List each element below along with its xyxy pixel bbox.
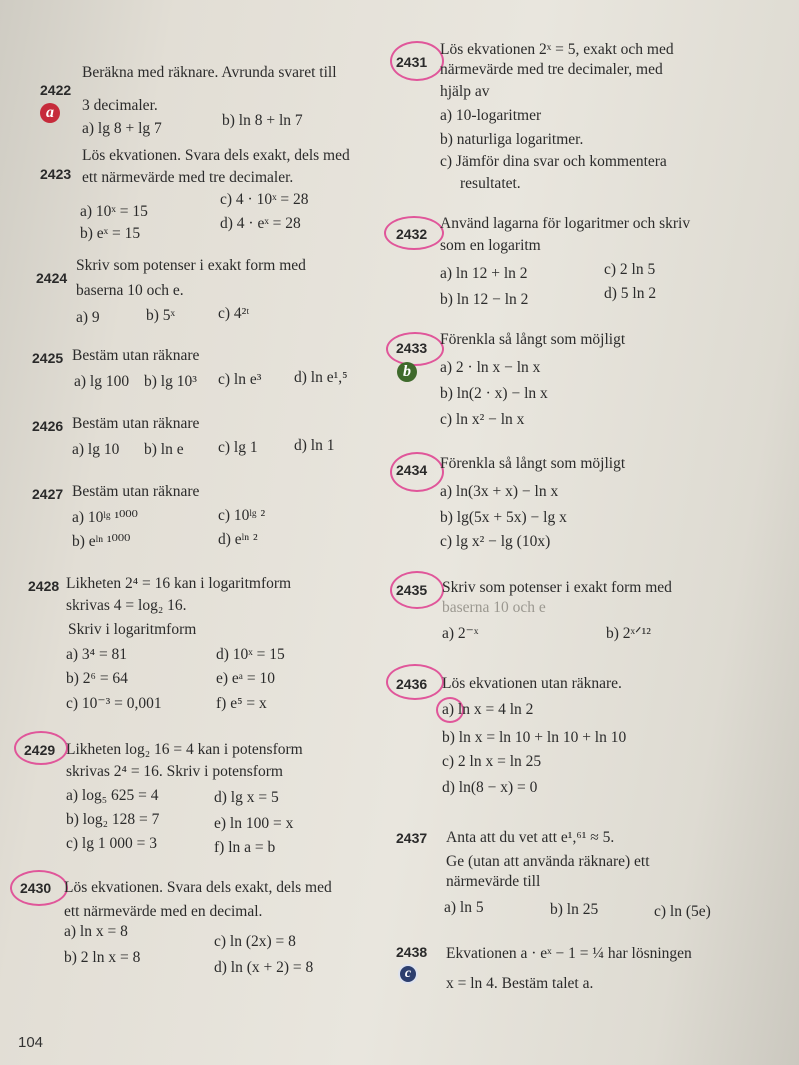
problem-2438	[396, 942, 786, 1002]
problem-2437	[396, 828, 776, 924]
problem-text: Lös ekvationen utan räknare.	[442, 675, 622, 692]
problem-text: Anta att du vet att e¹,⁶¹ ≈ 5.	[446, 829, 615, 846]
problem-text: ett närmevärde med tre decimaler.	[82, 169, 294, 186]
subitem: a) ln 5	[444, 899, 484, 916]
problem-number: 2425	[32, 350, 64, 366]
subitem: c) lg 1 000 = 3	[66, 835, 157, 852]
problem-text: Förenkla så långt som möjligt	[440, 331, 626, 348]
subitem: a) 2⁻ˣ	[442, 625, 479, 642]
problem-number: 2431	[396, 54, 428, 70]
problem-text: skrivas 4 = log₂ 16.	[66, 597, 187, 614]
subitem: b) lg(5x + 5x) − lg x	[440, 509, 567, 526]
problem-2436	[396, 674, 776, 804]
subitem: a) ln(3x + x) − ln x	[440, 483, 559, 500]
subitem: b) ln 12 − ln 2	[440, 291, 529, 308]
subitem: c) Jämför dina svar och kommentera	[440, 153, 667, 170]
problem-text: Beräkna med räknare. Avrunda svaret till	[82, 64, 337, 81]
problem-text: Lös ekvationen. Svara dels exakt, dels med	[82, 147, 350, 164]
problem-text: närmevärde med tre decimaler, med	[440, 61, 663, 78]
problem-text: Skriv i logaritmform	[68, 621, 197, 638]
problem-text: Likheten log₂ 16 = 4 kan i potensform	[66, 741, 303, 758]
problem-number: 2422	[40, 82, 72, 98]
problem-number: 2429	[24, 742, 56, 758]
problem-2422	[40, 63, 380, 143]
subitem: b) ln 8 + ln 7	[222, 112, 303, 129]
problem-text: Lös ekvationen. Svara dels exakt, dels med	[64, 879, 332, 896]
calculator-badge-icon: a	[40, 103, 60, 123]
problem-text: Likheten 2⁴ = 16 kan i logaritmform	[66, 575, 292, 592]
problem-2434	[396, 454, 776, 554]
subitem: f) ln a = b	[214, 839, 276, 856]
subitem: d) ln 1	[294, 437, 335, 454]
problem-number: 2428	[28, 578, 60, 594]
problem-text: Använd lagarna för logaritmer och skriv	[440, 215, 691, 232]
problem-2435	[396, 578, 776, 650]
subitem: d) eˡⁿ ²	[218, 531, 258, 548]
subitem: b) lg 10³	[144, 373, 197, 390]
subitem: a) 10ˡᵍ ¹⁰⁰⁰	[72, 509, 138, 526]
subitem: b) log₂ 128 = 7	[66, 811, 160, 828]
problem-text: Förenkla så långt som möjligt	[440, 455, 626, 472]
subitem: b) eˣ = 15	[80, 225, 141, 242]
subitem: b) 2 ln x = 8	[64, 949, 141, 966]
subitem: a) lg 100	[74, 373, 130, 390]
problem-text: 3 decimaler.	[82, 97, 158, 114]
problem-text: Bestäm utan räknare	[72, 347, 200, 364]
problem-number: 2436	[396, 676, 428, 692]
problem-2428	[28, 574, 378, 716]
problem-number: 2438	[396, 944, 428, 960]
subitem: b) eˡⁿ ¹⁰⁰⁰	[72, 533, 131, 550]
subitem: a) 10ˣ = 15	[80, 203, 148, 220]
problem-text: hjälp av	[440, 83, 490, 100]
problem-text: som en logaritm	[440, 237, 541, 254]
problem-text: närmevärde till	[446, 873, 541, 890]
problem-number: 2437	[396, 830, 428, 846]
subitem: b) ln x = ln 10 + ln 10 + ln 10	[442, 729, 627, 746]
subitem: a) ln 12 + ln 2	[440, 265, 528, 282]
problem-2429	[24, 740, 374, 860]
problem-2433	[396, 330, 776, 430]
problem-number: 2435	[396, 582, 428, 598]
subitem: a) ln x = 4 ln 2	[442, 701, 534, 718]
problem-2425	[32, 346, 382, 394]
problem-text: baserna 10 och e	[442, 599, 546, 616]
subitem: d) 10ˣ = 15	[216, 646, 285, 663]
problem-text: Bestäm utan räknare	[72, 483, 200, 500]
problem-text: baserna 10 och e.	[76, 282, 184, 299]
problem-text: Skriv som potenser i exakt form med	[76, 257, 306, 274]
problem-2432	[396, 214, 776, 314]
subitem: c) lg 1	[218, 439, 258, 456]
problem-number: 2432	[396, 226, 428, 242]
subitem: b) ln 25	[550, 901, 599, 918]
problem-2430	[20, 878, 370, 978]
problem-number: 2423	[40, 166, 72, 182]
subitem: b) 2ˣᐟ¹²	[606, 625, 651, 642]
subitem: c) 10⁻³ = 0,001	[66, 695, 162, 712]
subitem: c) 10ˡᵍ ²	[218, 507, 266, 524]
problem-number: 2427	[32, 486, 64, 502]
subitem: d) lg x = 5	[214, 789, 279, 806]
problem-2427	[32, 482, 382, 554]
subitem: b) ln(2 · x) − ln x	[440, 385, 548, 402]
subitem: resultatet.	[460, 175, 521, 192]
subitem: d) ln (x + 2) = 8	[214, 959, 314, 976]
subitem: c) 4 · 10ˣ = 28	[220, 191, 309, 208]
problem-text: skrivas 2⁴ = 16. Skriv i potensform	[66, 763, 283, 780]
subitem: c) ln e³	[218, 371, 262, 388]
problem-2424	[36, 256, 376, 328]
subitem: c) ln (5e)	[654, 903, 711, 920]
subitem: e) ln 100 = x	[214, 815, 294, 832]
problem-2426	[32, 414, 382, 462]
problem-text: Ekvationen a · eˣ − 1 = ¼ har lösningen	[446, 945, 692, 962]
problem-2423	[40, 146, 380, 246]
subitem: c) 2 ln x = ln 25	[442, 753, 542, 770]
subitem: c) ln (2x) = 8	[214, 933, 296, 950]
subitem: a) 2 · ln x − ln x	[440, 359, 541, 376]
subitem: d) 5 ln 2	[604, 285, 657, 302]
subitem: a) 10-logaritmer	[440, 107, 542, 124]
subitem: b) 2⁶ = 64	[66, 670, 128, 687]
problem-number: 2434	[396, 462, 428, 478]
problem-number: 2424	[36, 270, 68, 286]
subitem: f) e⁵ = x	[216, 695, 267, 712]
subitem: a) 3⁴ = 81	[66, 646, 128, 663]
problem-number: 2426	[32, 418, 64, 434]
subitem: c) ln x² − ln x	[440, 411, 525, 428]
page-number: 104	[18, 1034, 44, 1051]
subitem: c) 4²ᵗ	[218, 305, 250, 322]
subitem: a) log₅ 625 = 4	[66, 787, 159, 804]
subitem: d) ln(8 − x) = 0	[442, 779, 538, 796]
problem-text: Skriv som potenser i exakt form med	[442, 579, 672, 596]
subitem: c) lg x² − lg (10x)	[440, 533, 551, 550]
subitem: b) naturliga logaritmer.	[440, 131, 584, 148]
level-b-badge-icon: b	[397, 362, 417, 382]
subitem: a) lg 8 + lg 7	[82, 120, 162, 137]
subitem: b) ln e	[144, 441, 184, 458]
subitem: a) 9	[76, 309, 100, 326]
level-c-badge-icon: c	[398, 964, 418, 984]
subitem: c) 2 ln 5	[604, 261, 656, 278]
problem-text: x = ln 4. Bestäm talet a.	[446, 975, 594, 992]
subitem: d) ln e¹,⁵	[294, 369, 348, 386]
problem-text: ett närmevärde med en decimal.	[64, 903, 263, 920]
problem-2431	[396, 40, 776, 200]
subitem: e) eᵃ = 10	[216, 670, 276, 687]
problem-text: Lös ekvationen 2ˣ = 5, exakt och med	[440, 41, 674, 58]
problem-text: Ge (utan att använda räknare) ett	[446, 853, 650, 870]
problem-number: 2433	[396, 340, 428, 356]
subitem: a) lg 10	[72, 441, 120, 458]
subitem: b) 5ˣ	[146, 307, 176, 324]
subitem: a) ln x = 8	[64, 923, 128, 940]
problem-text: Bestäm utan räknare	[72, 415, 200, 432]
problem-number: 2430	[20, 880, 52, 896]
subitem: d) 4 · eˣ = 28	[220, 215, 301, 232]
